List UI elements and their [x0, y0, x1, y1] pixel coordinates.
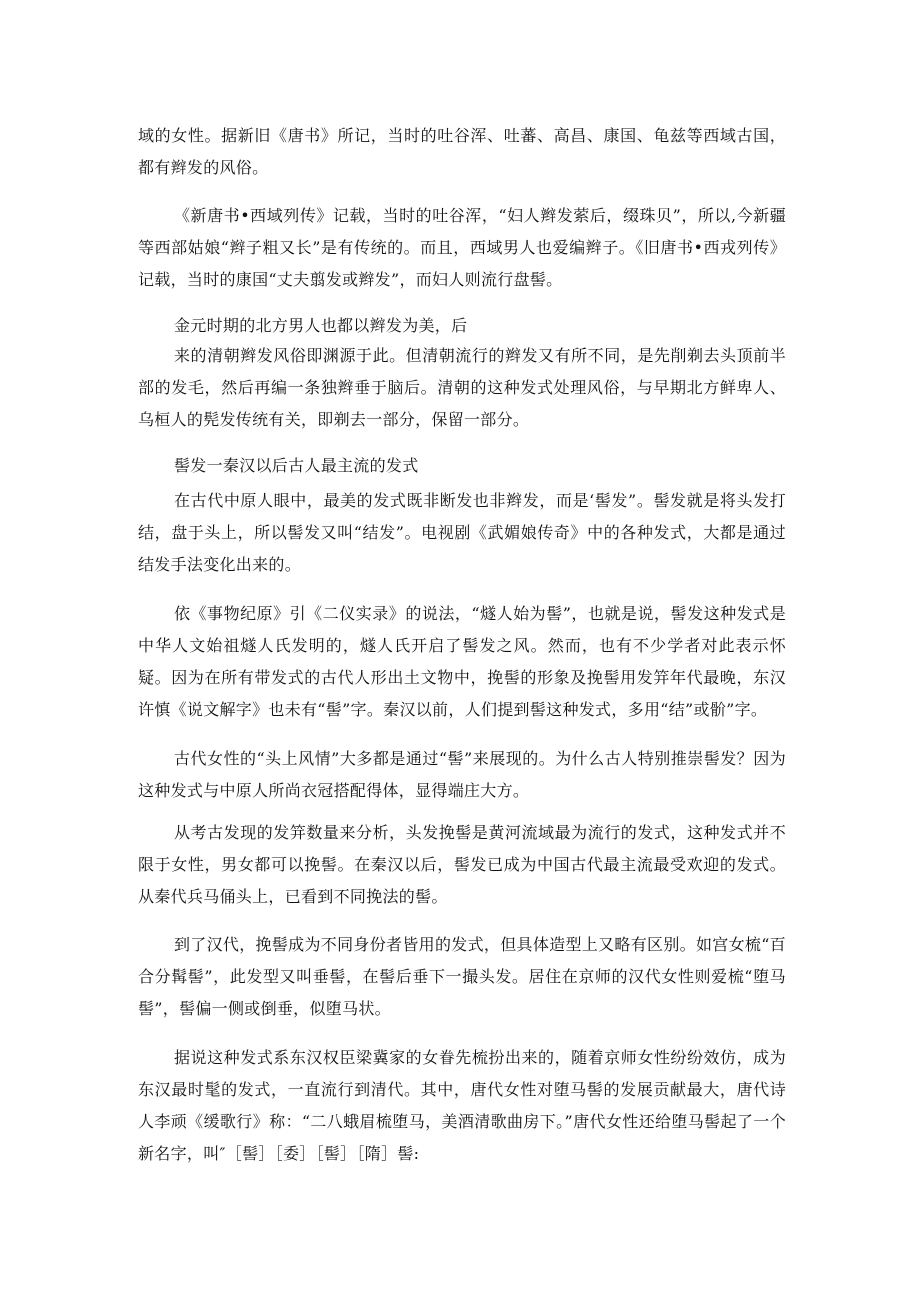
- section-heading-bun-hairstyle: 髻发一秦汉以后古人最主流的发式: [174, 456, 419, 475]
- paragraph-western-regions-braids: 域的女性。据新旧《唐书》所记，当时的吐谷浑、吐蕃、高昌、康国、龟兹等西域古国，都有辫发的风俗。: [138, 126, 786, 177]
- paragraph-tang-records: 《新唐书•西域列传》记载，当时的吐谷浑，“妇人辫发萦后，缀珠贝”，所以,今新疆等西部姑娘“辫子粗又长”是有传统的。而且，西域男人也爱编辫子。《旧唐书•西戎列传》记载，当时的康国“丈夫翦发或辫发”，而妇人则流行盘髻。: [138, 206, 786, 289]
- paragraph-duoma-bun: 据说这种发式系东汉权臣梁冀家的女眷先梳扮出来的，随着京师女性纷纷效仿，成为东汉最时髦的发式，一直流行到清代。其中，唐代女性对堕马髻的发展贡献最大，唐代诗人李顽《缓歌行》称：“二八蛾眉梳堕马，美酒清歌曲房下。”唐代女性还给堕马髻起了一个新名字，叫″［髻］［委］［髻］［隋］髻:: [138, 1048, 786, 1163]
- paragraph-origin-of-bun: 依《事物纪原》引《二仪实录》的说法，“燧人始为髻”，也就是说，髻发这种发式是中华人文始祖燧人氏发明的，燧人氏开启了髻发之风。然而，也有不少学者对此表示怀疑。因为在所有带发式的古代人形出土文物中，挽髻的形象及挽髻用发笄年代最晚，东汉许慎《说文解字》也未有“髻”字。秦汉以前，人们提到髻这种发式，多用“结”或骱”字。: [138, 604, 786, 719]
- paragraph-han-dynasty: 到了汉代，挽髻成为不同身份者皆用的发式，但具体造型上又略有区别。如宫女梳“百合分髯髻”，此发型又叫垂髻，在髻后垂下一撮头发。居住在京师的汉代女性则爱梳“堕马髻”，髻偏一侧或倒垂，似堕马状。: [138, 935, 786, 1018]
- paragraph-female-elegance: 古代女性的“头上风情”大多都是通过“髻”来展现的。为什么古人特别推崇髻发？因为这种发式与中原人所尚衣冠搭配得体，显得端庄大方。: [138, 749, 786, 800]
- paragraph-archaeology: 从考古发现的发笄数量来分析，头发挽髻是黄河流域最为流行的发式，这种发式并不限于女性，男女都可以挽髻。在秦汉以后，髻发已成为中国古代最主流最受欢迎的发式。从秦代兵马俑头上，已看到不同挽法的髻。: [138, 823, 786, 906]
- paragraph-jin-yuan-fragment: 金元时期的北方男人也都以辫发为美，后: [174, 316, 468, 335]
- paragraph-qing-braids: 来的清朝辫发风俗即渊源于此。但清朝流行的辫发又有所不同，是先削剃去头顶前半部的发毛，然后再编一条独辫垂于脑后。清朝的这种发式处理风俗，与早期北方鲜卑人、乌桓人的髡发传统有关，即剃去一部分，保留一部分。: [138, 346, 786, 429]
- paragraph-central-plains-beauty: 在古代中原人眼中，最美的发式既非断发也非辫发，而是‘髻发”。髻发就是将头发打结，盘于头上，所以髻发又叫“结发”。电视剧《武媚娘传奇》中的各种发式，大都是通过结发手法变化出来的。: [138, 491, 786, 574]
